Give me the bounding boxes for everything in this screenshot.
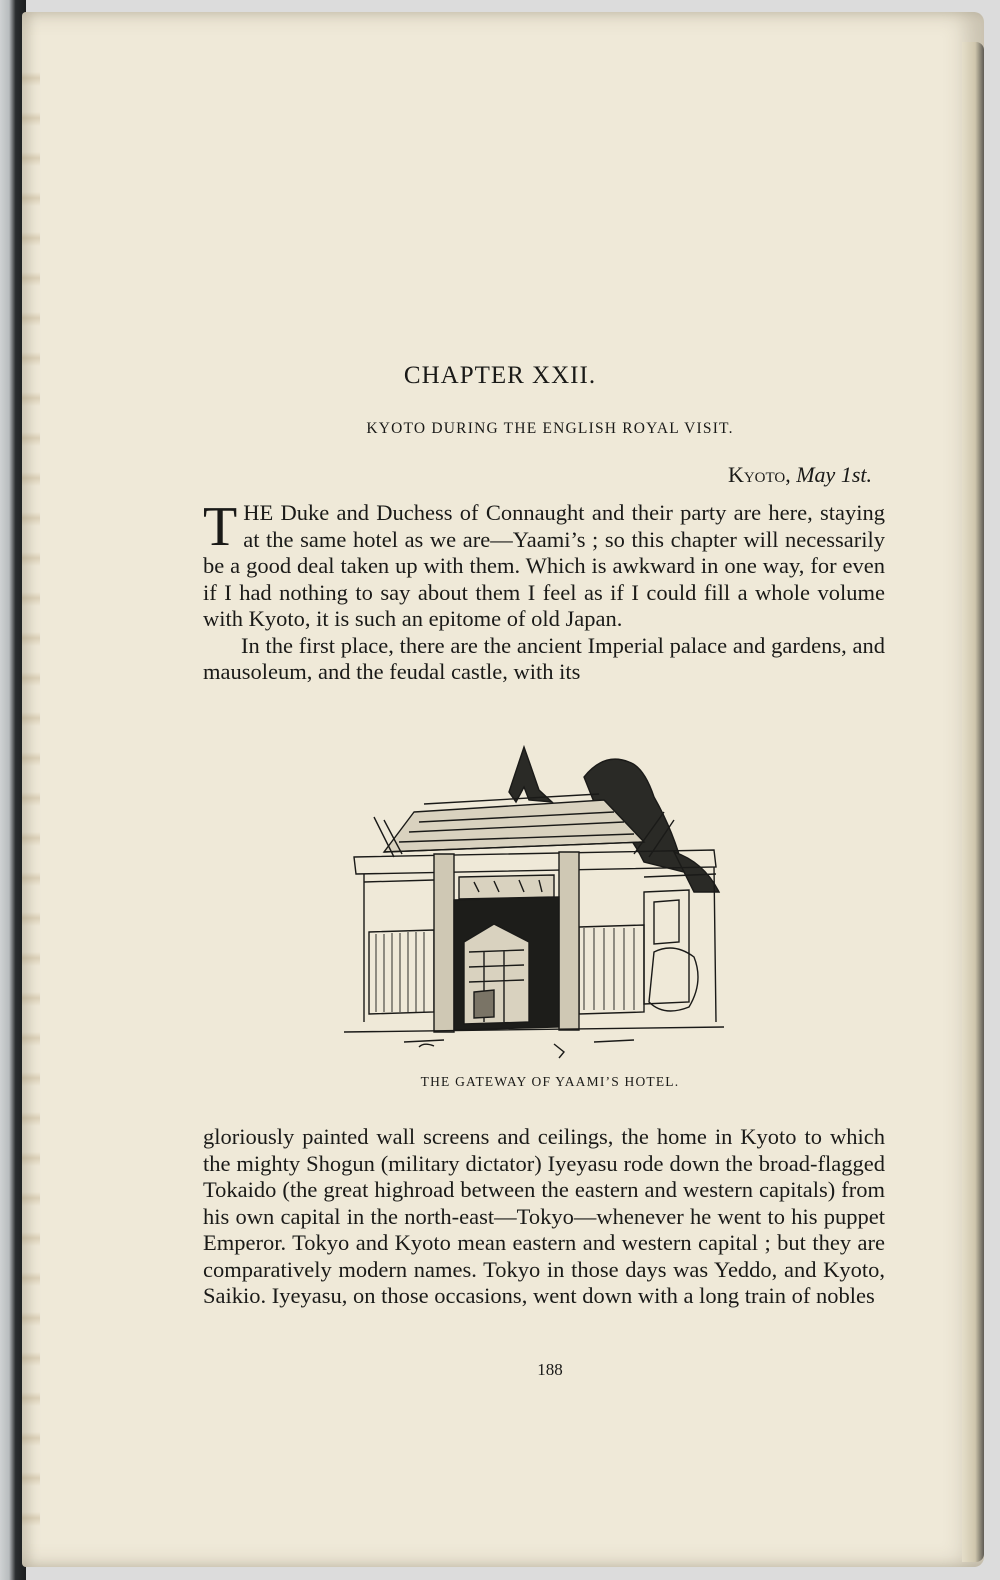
page-right-edge [962, 42, 984, 1562]
paragraph-first-text: HE Duke and Duchess of Connaught and their party are here, staying at the same hotel as we are—Yaami’s ; so this chapter will necessarily be a good deal taken up with them. Which is awkward in one way, for even if I had nothing to say about them I feel as if I could fill a whole volume with Kyoto, it is such an epitome of old Japan. [203, 500, 885, 631]
drop-cap: T [203, 496, 238, 558]
gateway-drawing [344, 742, 739, 1062]
page-number: 188 [537, 1360, 563, 1379]
dateline-date: May 1st. [796, 462, 872, 487]
chapter-subtitle: KYOTO DURING THE ENGLISH ROYAL VISIT. [366, 420, 734, 437]
opening-text [203, 496, 885, 686]
chapter-title: CHAPTER XXII. [403, 362, 597, 389]
dateline-place: Kyoto, [727, 462, 791, 487]
paragraph-second: In the first place, there are the ancient Imperial palace and gardens, and mausoleum, and the feudal castle, with its [203, 632, 885, 684]
page-foxing [22, 72, 40, 1552]
dateline [728, 462, 872, 488]
paragraph-first [203, 496, 885, 633]
figure-caption: THE GATEWAY OF YAAMI’S HOTEL. [420, 1074, 680, 1089]
gateway-illustration [344, 742, 739, 1062]
continuation-text: gloriously painted wall screens and ceilings, the home in Kyoto to which the mighty Shogun (military dictator) Iyeyasu rode down the broad-flagged Tokaido (the great highroad between the eastern and western capitals) from his own capital in the north-east—Tokyo—whenever he went to his puppet Emperor. Tokyo and Kyoto mean eastern and western capital ; but they are comparatively modern names. Tokyo in those days was Yeddo, and Kyoto, Saikio. Iyeyasu, on those occasions, went down with a long train of nobles [203, 1124, 885, 1308]
